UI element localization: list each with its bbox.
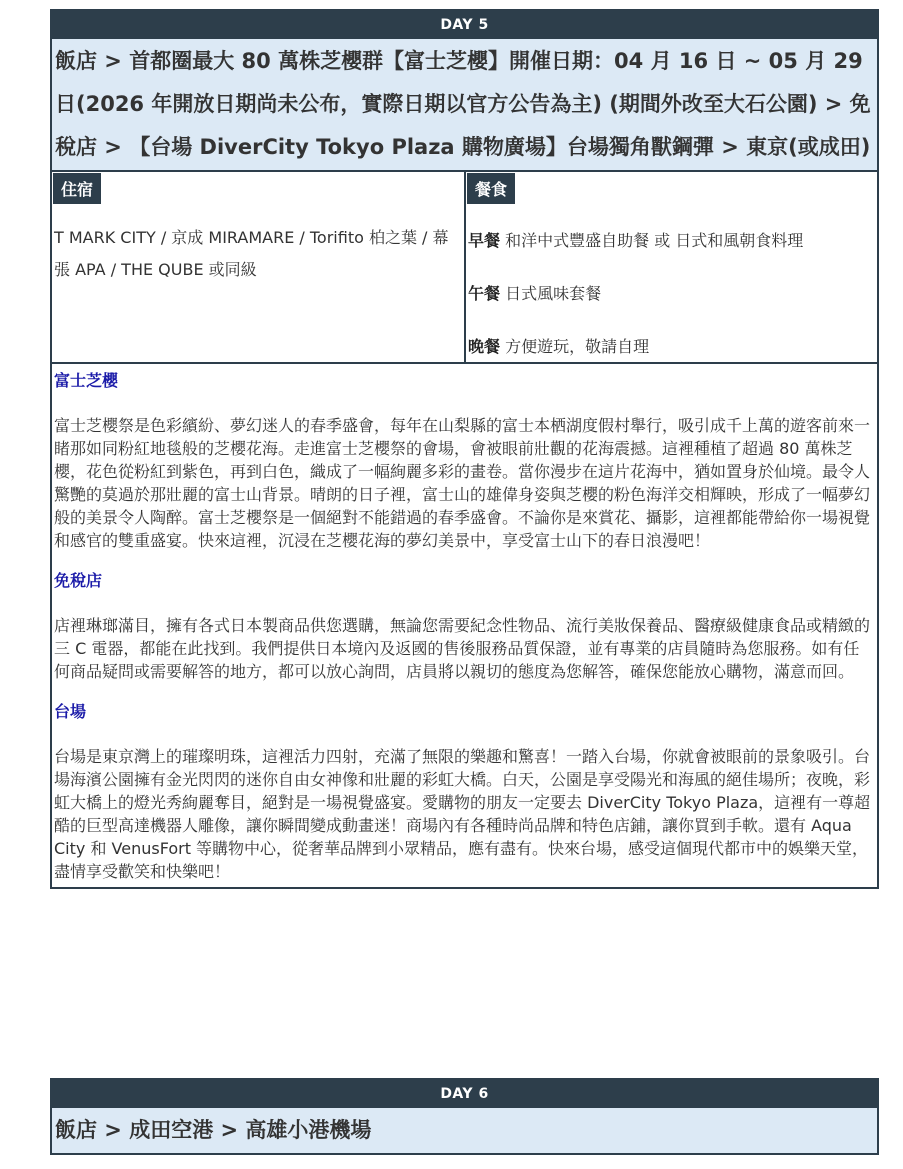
- day5-header: DAY 5: [52, 11, 877, 39]
- day6-header: DAY 6: [52, 1080, 877, 1108]
- day5-info-row: [52, 172, 877, 364]
- section-fuji-shibazakura: [52, 370, 877, 552]
- day5-block: [50, 9, 879, 889]
- section-title: 免稅店: [54, 571, 103, 590]
- stay-column: [52, 172, 466, 362]
- section-body: 台場是東京灣上的璀璨明珠，這裡活力四射，充滿了無限的樂趣和驚喜！一踏入台場，你就會被眼前的景象吸引。台場海濱公園擁有金光閃閃的迷你自由女神像和壯麗的彩虹大橋。白天，公園是享受陽光和海風的絕佳場所；夜晚，彩虹大橋上的燈光秀絢麗奪目，絕對是一場視覺盛宴。愛購物的朋友一定要去 DiverCity Tokyo Plaza，這裡有一尊超酷的巨型高達機器人雕像，讓你瞬間變成動畫迷！商場內有各種時尚品牌和特色店鋪，讓你買到手軟。還有 Aqua City 和 VenusFort 等購物中心，從奢華品牌到小眾精品，應有盡有。快來台場，感受這個現代都市中的娛樂天堂，盡情享受歡笑和快樂吧！: [54, 747, 871, 881]
- meal-type: 晚餐: [468, 337, 501, 356]
- meals-label: 餐食: [467, 173, 515, 204]
- section-body: 店裡琳瑯滿目，擁有各式日本製商品供您選購，無論您需要紀念性物品、流行美妝保養品、醫療級健康食品或精緻的三 C 電器，都能在此找到。我們提供日本境內及返國的售後服務品質保證，並有專業的店員隨時為您服務。如有任何商品疑問或需要解答的地方，都可以放心詢問，店員將以親切的態度為您解答，確保您能放心購物，滿意而回。: [54, 616, 871, 681]
- meal-dinner: [466, 335, 877, 359]
- stay-hotels: T MARK CITY / 京成 MIRAMARE / Torifito 柏之葉 / 幕張 APA / THE QUBE 或同級: [54, 228, 449, 279]
- section-duty-free: [52, 570, 877, 683]
- meal-breakfast: [466, 229, 877, 253]
- meal-desc: 和洋中式豐盛自助餐 或 日式和風朝食料理: [505, 231, 804, 250]
- meal-type: 早餐: [468, 231, 501, 250]
- section-body: 富士芝櫻祭是色彩繽紛、夢幻迷人的春季盛會，每年在山梨縣的富士本栖湖度假村舉行，吸引成千上萬的遊客前來一睹那如同粉紅地毯般的芝櫻花海。走進富士芝櫻祭的會場，會被眼前壯觀的花海震撼。這裡種植了超過 80 萬株芝櫻，花色從粉紅到紫色，再到白色，織成了一幅絢麗多彩的畫卷。當你漫步在這片花海中，猶如置身於仙境。最令人驚艷的莫過於那壯麗的富士山背景。晴朗的日子裡，富士山的雄偉身姿與芝櫻的粉色海洋交相輝映，形成了一幅夢幻般的美景令人陶醉。富士芝櫻祭是一個絕對不能錯過的春季盛會。不論你是來賞花、攝影，這裡都能帶給你一場視覺和感官的雙重盛宴。快來這裡，沉浸在芝櫻花海的夢幻美景中，享受富士山下的春日浪漫吧！: [54, 416, 871, 550]
- stay-label: 住宿: [53, 173, 101, 204]
- day6-route: 飯店 > 成田空港 > 高雄小港機場: [52, 1108, 877, 1153]
- meals-column: [466, 172, 877, 362]
- section-title: 富士芝櫻: [54, 371, 119, 390]
- meal-type: 午餐: [468, 284, 501, 303]
- day6-block: [50, 1078, 879, 1155]
- meal-desc: 日式風味套餐: [505, 284, 602, 303]
- meal-desc: 方便遊玩，敬請自理: [505, 337, 650, 356]
- section-odaiba: [52, 701, 877, 883]
- meal-lunch: [466, 282, 877, 306]
- section-title: 台場: [54, 702, 87, 721]
- day5-route: 飯店 > 首都圈最大 80 萬株芝櫻群【富士芝櫻】開催日期：04 月 16 日 ~ 05 月 29 日(2026 年開放日期尚未公布，實際日期以官方公告為主) (期間外改至大石公園) > 免稅店 > 【台場 DiverCity Tokyo Plaza 購物廣場】台場獨角獸鋼彈 > 東京(或成田): [52, 39, 877, 172]
